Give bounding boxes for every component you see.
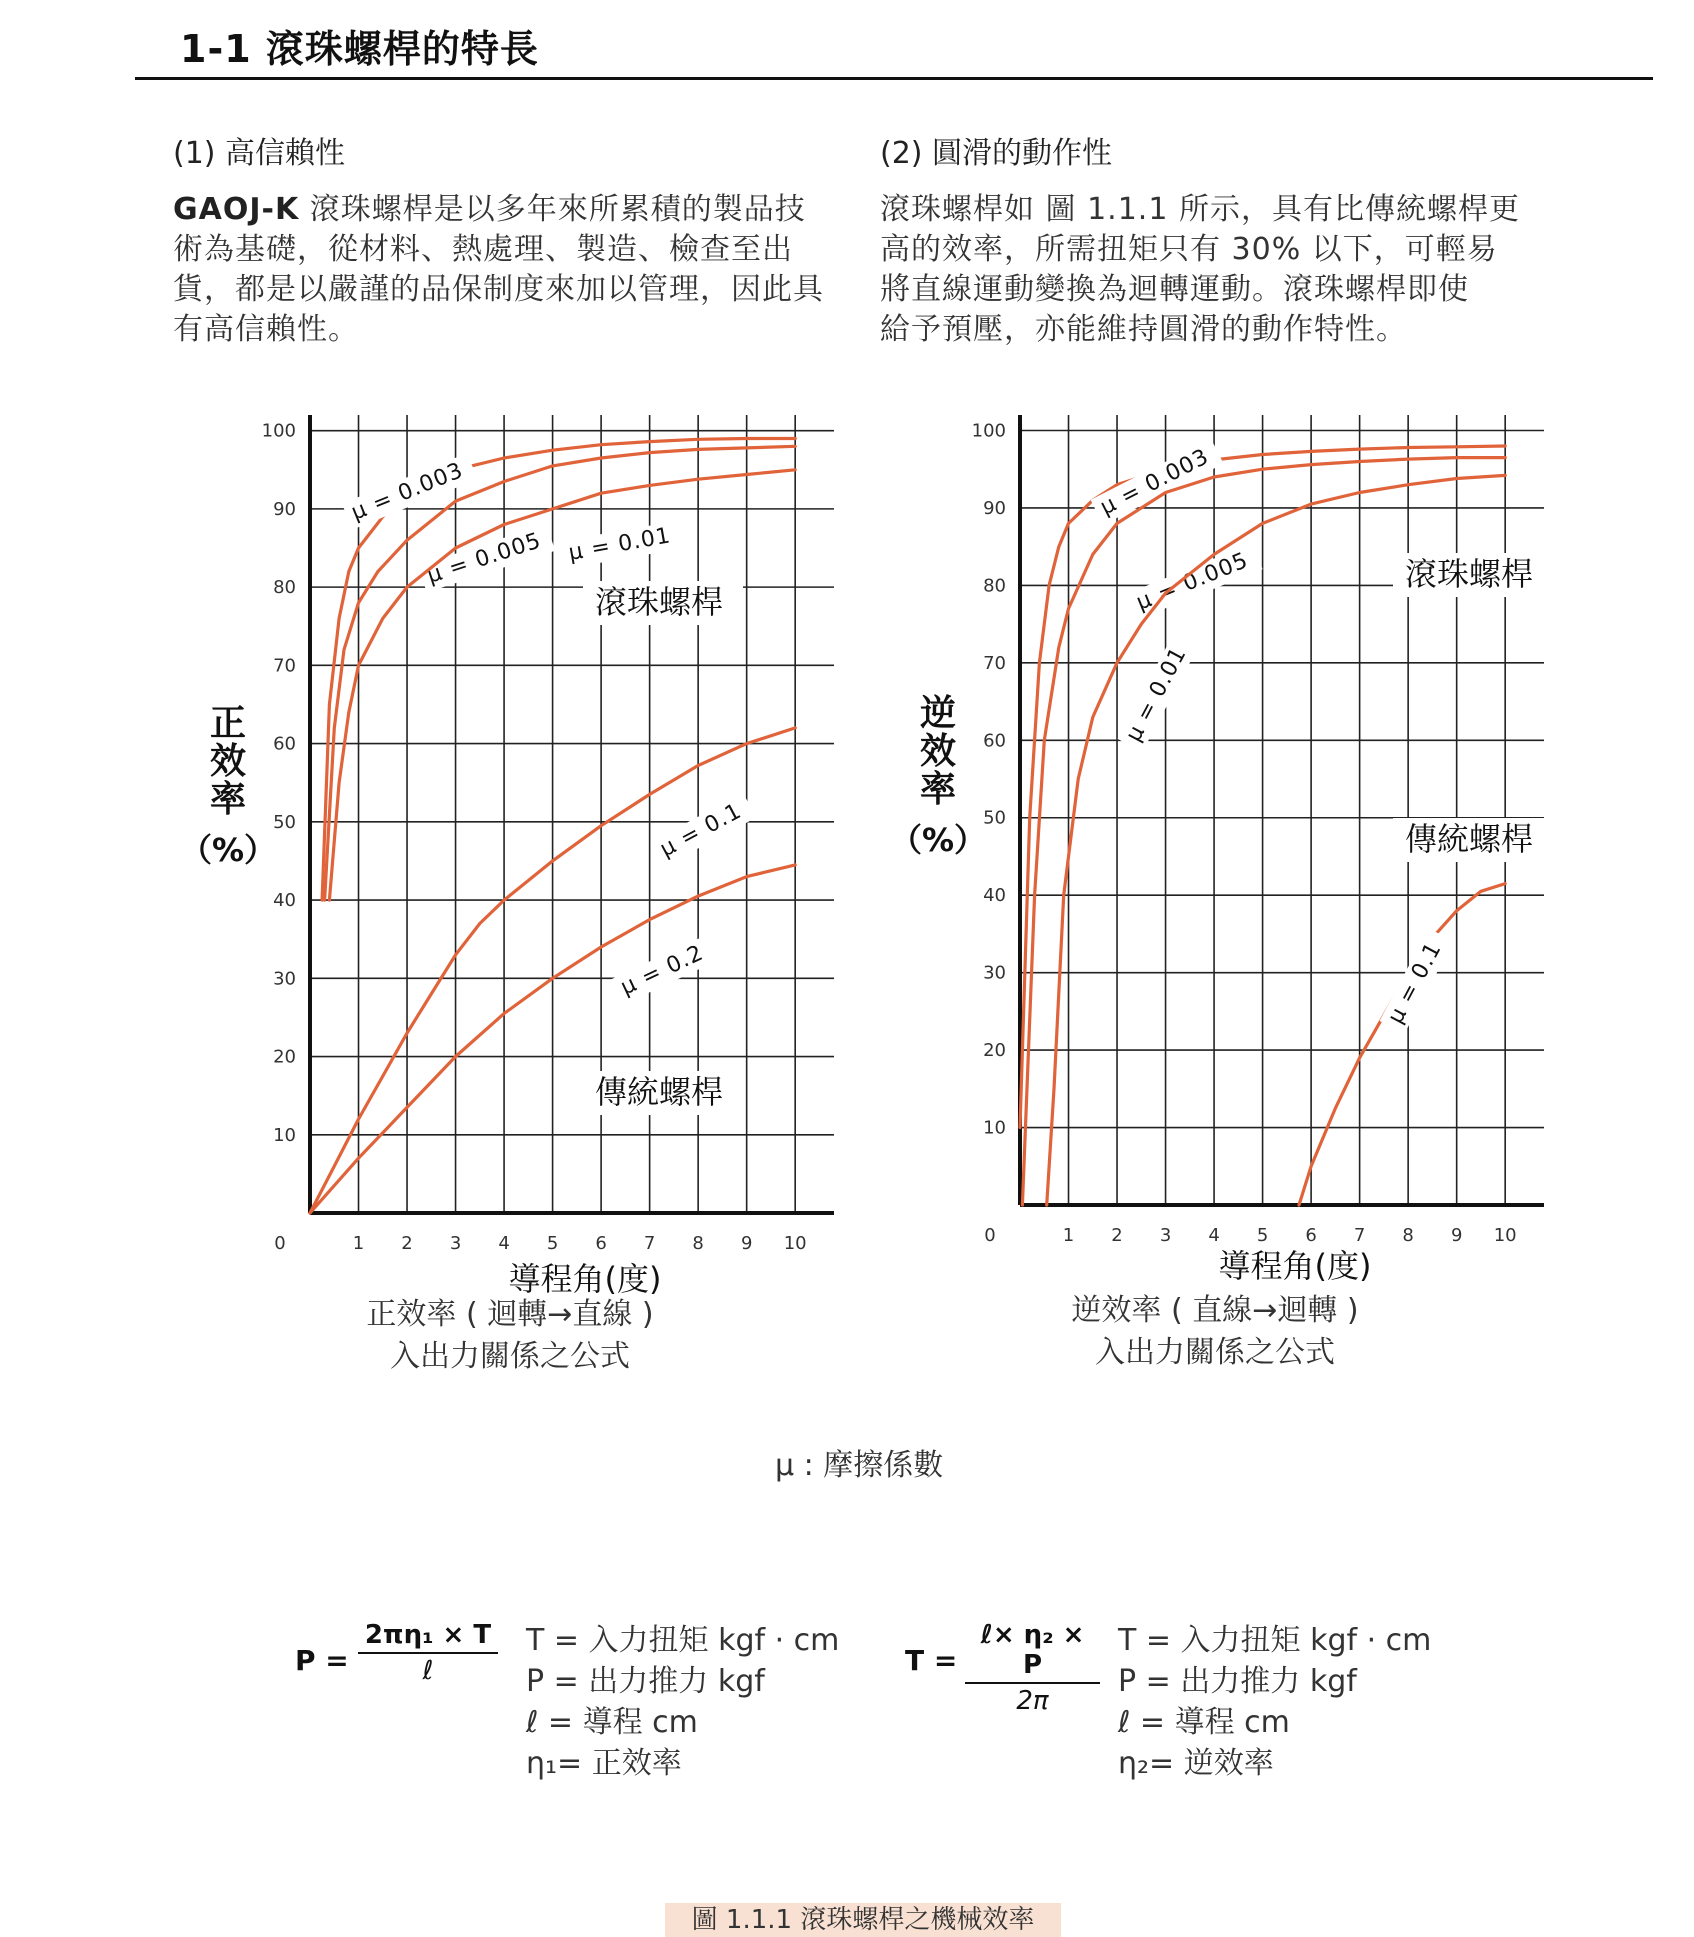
y-tick-label: 60 (983, 730, 1006, 752)
section-1-heading: (1) 高信賴性 (173, 136, 346, 171)
series-label: μ = 0.003 (1096, 444, 1214, 521)
formula-1-definitions (526, 1620, 839, 1784)
reverse-chart-caption (1005, 1290, 1425, 1374)
friction-coefficient-note: μ : 摩擦係數 (775, 1448, 944, 1483)
x-tick-label: 3 (1159, 1225, 1172, 1246)
y-tick-label: 80 (273, 577, 296, 599)
x-tick-label: 4 (1208, 1225, 1220, 1246)
formula-2-fraction (965, 1620, 1100, 1716)
y-tick-label: 50 (983, 807, 1006, 829)
x-tick-label: 10 (783, 1233, 807, 1254)
y-tick-label: 70 (983, 652, 1006, 674)
x-tick-label: 6 (1305, 1225, 1317, 1246)
x-tick-label: 4 (498, 1233, 510, 1254)
series-label-group (611, 935, 718, 1005)
y-tick-label: 100 (261, 420, 296, 442)
series-label: μ = 0.003 (347, 458, 468, 526)
origin-tick-label: 0 (274, 1233, 286, 1254)
y-tick-label: 80 (983, 575, 1006, 597)
region-label: 傳統螺桿 (1405, 820, 1534, 858)
series-label: μ = 0.1 (656, 798, 746, 863)
y-tick-label: 70 (273, 655, 296, 677)
formula-2-def-4: η₂= 逆效率 (1118, 1746, 1274, 1781)
x-tick-label: 8 (692, 1233, 704, 1254)
y-tick-label: 10 (273, 1124, 296, 1146)
section-2-line-3: 將直線運動變換為迴轉運動。滾珠螺桿即使 (880, 272, 1469, 307)
x-tick-label: 3 (449, 1233, 462, 1254)
reverse-caption-line-1: 逆效率 ( 直線→迴轉 ) (1071, 1293, 1359, 1328)
series-label: μ = 0.005 (424, 528, 545, 589)
forward-chart-caption (300, 1294, 720, 1378)
x-tick-label: 7 (1353, 1225, 1366, 1246)
y-tick-label: 40 (983, 885, 1006, 907)
series-label-group (1127, 543, 1263, 620)
x-tick-label: 9 (740, 1233, 753, 1254)
section-1-line-3: 貨，都是以嚴謹的品保制度來加以管理，因此具 (173, 272, 824, 307)
figure-caption: 圖 1.1.1 滾珠螺桿之機械效率 (665, 1903, 1061, 1937)
section-2-line-1: 滾珠螺桿如 圖 1.1.1 所示，具有比傳統螺桿更 (880, 192, 1520, 227)
y-tick-label: 20 (273, 1046, 296, 1068)
series-label: μ = 0.1 (1383, 938, 1447, 1028)
series-label-group (1380, 928, 1454, 1034)
formula-2-def-3: ℓ = 導程 cm (1118, 1705, 1290, 1740)
y-tick-label: 10 (983, 1117, 1006, 1139)
y-axis-label: 逆效率（%） (889, 693, 987, 859)
y-axis-label: 正效率（%） (179, 703, 277, 869)
y-tick-label: 90 (273, 498, 296, 520)
formula-2-definitions (1118, 1620, 1431, 1784)
section-1-line-1: GAOJ-K 滾珠螺桿是以多年來所累積的製品技 (173, 192, 806, 227)
x-tick-label: 8 (1402, 1225, 1414, 1246)
forward-efficiency-chart (179, 405, 860, 1298)
efficiency-curve (329, 470, 795, 900)
formula-1-def-3: ℓ = 導程 cm (526, 1705, 698, 1740)
series-label: μ = 0.005 (1132, 548, 1253, 616)
title-rule (135, 77, 1653, 80)
x-tick-label: 5 (1256, 1225, 1269, 1246)
formula-1-numerator: 2πη₁ × T (358, 1620, 498, 1654)
x-tick-label: 6 (595, 1233, 607, 1254)
series-label-group (342, 453, 478, 530)
y-tick-label: 60 (273, 733, 296, 755)
brand-name: GAOJ-K (173, 192, 300, 227)
reverse-efficiency-chart (880, 405, 1580, 1285)
x-axis-label: 導程角(度) (1218, 1247, 1372, 1285)
y-tick-label: 90 (983, 497, 1006, 519)
section-1-line-2: 術為基礎，從材料、熱處理、製造、檢查至出 (173, 232, 793, 267)
section-2-heading: (2) 圓滑的動作性 (880, 136, 1113, 171)
efficiency-curve (1299, 884, 1505, 1205)
series-label-group (561, 521, 684, 569)
section-1-paragraph (173, 190, 873, 350)
formula-1-denominator: ℓ (422, 1656, 434, 1686)
x-tick-label: 10 (1493, 1225, 1517, 1246)
x-tick-label: 2 (401, 1233, 413, 1254)
x-tick-label: 2 (1111, 1225, 1123, 1246)
y-tick-label: 30 (273, 968, 296, 990)
y-tick-label: 40 (273, 890, 296, 912)
x-tick-label: 1 (352, 1233, 365, 1254)
formula-1-def-2: P = 出力推力 kgf (526, 1664, 765, 1699)
formula-1-def-4: η₁= 正效率 (526, 1746, 682, 1781)
x-tick-label: 1 (1062, 1225, 1075, 1246)
y-tick-label: 20 (983, 1040, 1006, 1062)
region-label: 傳統螺桿 (595, 1073, 724, 1111)
section-2-line-2: 高的效率，所需扭矩只有 30% 以下，可輕易 (880, 232, 1498, 267)
reverse-caption-line-2: 入出力關係之公式 (1095, 1335, 1335, 1370)
y-tick-label: 50 (273, 811, 296, 833)
formula-2-numerator: ℓ× η₂ × P (965, 1620, 1100, 1684)
region-label: 滾珠螺桿 (1405, 555, 1534, 593)
formula-2-lhs: T = (905, 1644, 958, 1677)
x-tick-label: 7 (643, 1233, 656, 1254)
x-tick-label: 5 (546, 1233, 559, 1254)
origin-tick-label: 0 (984, 1225, 996, 1246)
y-tick-label: 30 (983, 962, 1006, 984)
section-2-paragraph (880, 190, 1580, 350)
formula-1-def-1: T = 入力扭矩 kgf · cm (526, 1623, 840, 1658)
forward-caption-line-2: 入出力關係之公式 (390, 1339, 630, 1374)
formula-1-fraction (358, 1620, 498, 1686)
series-label: μ = 0.2 (616, 940, 708, 1001)
series-label-group (650, 793, 756, 867)
formula-2-def-2: P = 出力推力 kgf (1118, 1664, 1357, 1699)
y-tick-label: 100 (971, 420, 1006, 442)
series-label: μ = 0.01 (1121, 642, 1192, 746)
section-1-line-4: 有高信賴性。 (173, 312, 359, 347)
formula-2-denominator: 2π (1016, 1686, 1049, 1716)
formula-2-def-1: T = 入力扭矩 kgf · cm (1118, 1623, 1432, 1658)
region-label: 滾珠螺桿 (595, 583, 724, 621)
series-label-group (1118, 633, 1199, 752)
series-label: μ = 0.01 (566, 523, 673, 566)
x-tick-label: 9 (1450, 1225, 1463, 1246)
formula-1-lhs: P = (295, 1644, 349, 1677)
x-axis-label: 導程角(度) (508, 1260, 662, 1298)
page-title: 1-1 滾珠螺桿的特長 (180, 27, 539, 71)
section-2-line-4: 給予預壓，亦能維持圓滑的動作特性。 (880, 312, 1407, 347)
forward-caption-line-1: 正效率 ( 迴轉→直線 ) (366, 1297, 654, 1332)
